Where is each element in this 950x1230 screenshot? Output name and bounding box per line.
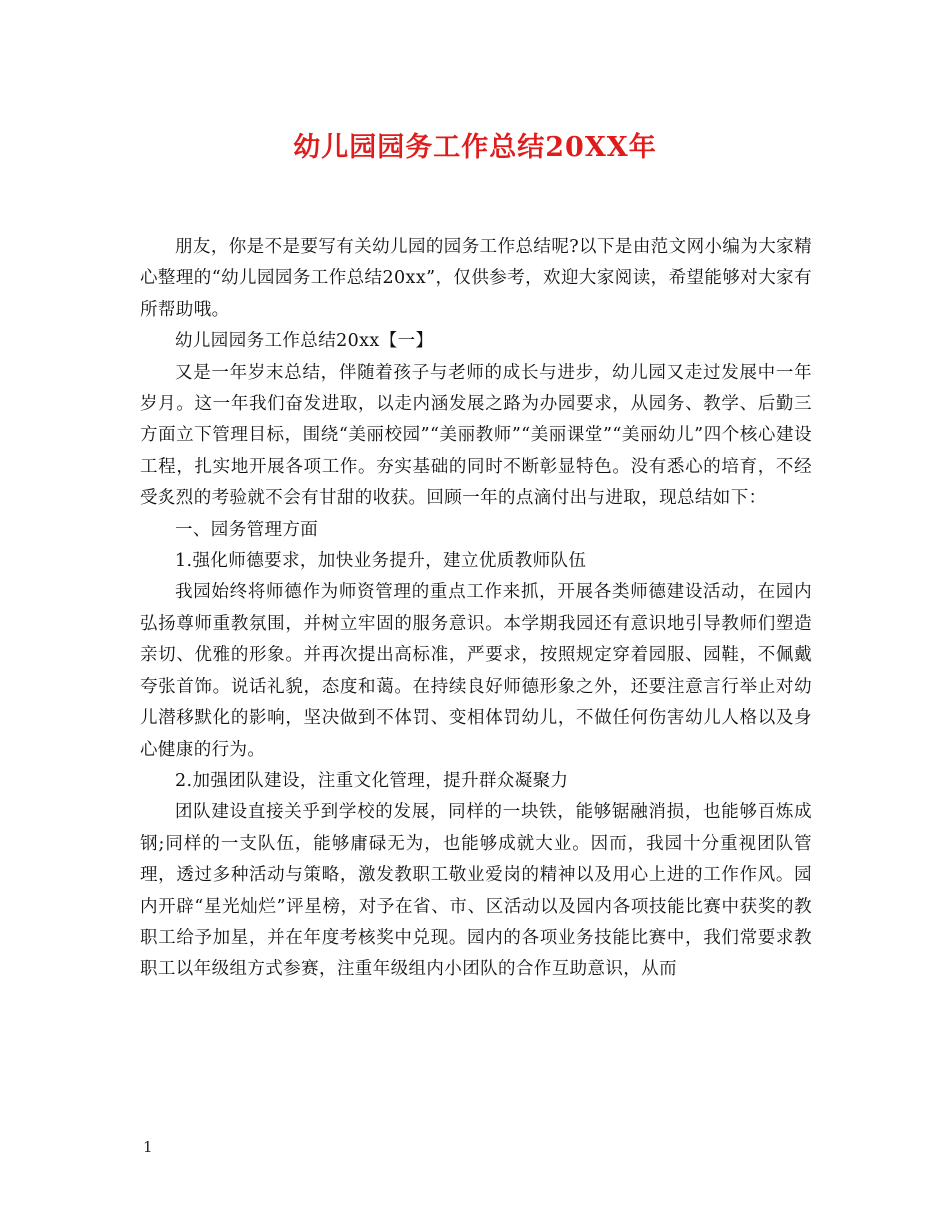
intro-paragraph: 朋友，你是不是要写有关幼儿园的园务工作总结呢?以下是由范文网小编为大家精心整理的“幼儿园园务工作总结20xx”，仅供参考，欢迎大家阅读，希望能够对大家有所帮助哦。: [140, 237, 812, 320]
page-number: 1: [143, 1138, 153, 1156]
subsection-heading: 一、园务管理方面: [175, 519, 319, 540]
numbered-heading: 2.加强团队建设，注重文化管理，提升群众凝聚力: [175, 770, 569, 791]
section-heading: 幼儿园园务工作总结20xx【一】: [175, 331, 434, 352]
body-paragraph: 又是一年岁末总结，伴随着孩子与老师的成长与进步，幼儿园又走过发展中一年岁月。这一年我们奋发进取，以走内涵发展之路为办园要求，从园务、教学、后勤三方面立下管理目标，围绕“美丽校园”“美丽教师”“美丽课堂”“美丽幼儿”四个核心建设工程，扎实地开展各项工作。夯实基础的同时不断彰显特色。没有悉心的培育，不经受炙烈的考验就不会有甘甜的收获。回顾一年的点滴付出与进取，现总结如下：: [140, 362, 812, 509]
document-title: 幼儿园园务工作总结20XX年: [293, 132, 657, 163]
document-body: [140, 232, 812, 986]
numbered-heading: 1.强化师德要求，加快业务提升，建立优质教师队伍: [175, 551, 587, 572]
body-paragraph: 团队建设直接关乎到学校的发展，同样的一块铁，能够锯融消损，也能够百炼成钢;同样的一支队伍，能够庸碌无为，也能够成就大业。因而，我园十分重视团队管理，透过多种活动与策略，激发教职工敬业爱岗的精神以及用心上进的工作作风。园内开辟“星光灿烂”评星榜，对予在省、市、区活动以及园内各项技能比赛中获奖的教职工给予加星，并在年度考核奖中兑现。园内的各项业务技能比赛中，我们常要求教职工以年级组方式参赛，注重年级组内小团队的合作互助意识，从而: [140, 802, 812, 980]
body-paragraph: 我园始终将师德作为师资管理的重点工作来抓，开展各类师德建设活动，在园内弘扬尊师重教氛围，并树立牢固的服务意识。本学期我园还有意识地引导教师们塑造亲切、优雅的形象。并再次提出高标准，严要求，按照规定穿着园服、园鞋，不佩戴夸张首饰。说话礼貌，态度和蔼。在持续良好师德形象之外，还要注意言行举止对幼儿潜移默化的影响，坚决做到不体罚、变相体罚幼儿，不做任何伤害幼儿人格以及身心健康的行为。: [140, 582, 812, 760]
